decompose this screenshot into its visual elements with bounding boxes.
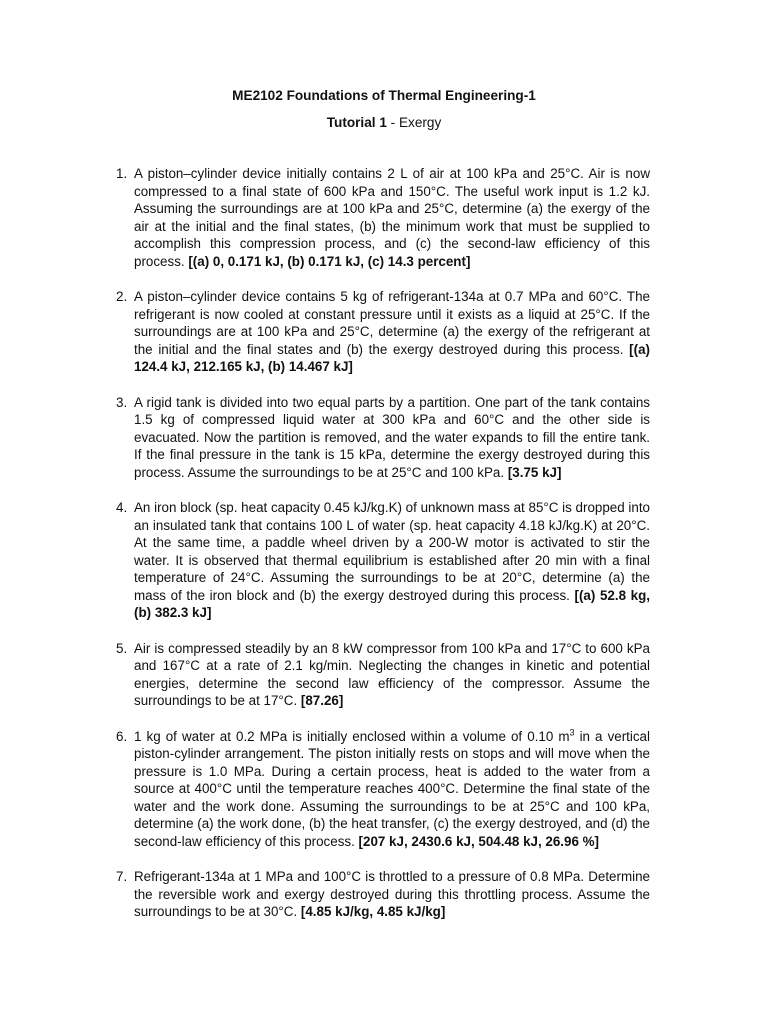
problem-text-before: 1 kg of water at 0.2 MPa is initially enclosed within a volume of 0.10 m bbox=[134, 728, 570, 744]
problem-item bbox=[116, 165, 650, 270]
problem-number: 1. bbox=[116, 166, 128, 181]
problem-answer: [3.75 kJ] bbox=[507, 464, 562, 480]
problem-number: 2. bbox=[116, 289, 128, 304]
problem-answer: [(a) 124.4 kJ, 212.165 kJ, (b) 14.467 kJ] bbox=[134, 341, 650, 374]
problem-answer: [(a) 52.8 kg, (b) 382.3 kJ] bbox=[134, 587, 650, 620]
problem-text: Refrigerant-134a at 1 MPa and 100°C is throttled to a pressure of 0.8 MPa. Determine the reversible work and exergy destroyed during this throttling process. Assume the surroundings to be at 30°C. bbox=[134, 869, 650, 919]
problem-number: 4. bbox=[116, 500, 128, 515]
document-subtitle bbox=[0, 114, 768, 132]
problem-number: 5. bbox=[116, 640, 128, 656]
subtitle-main: Tutorial 1 bbox=[326, 115, 387, 130]
problem-answer: [(a) 0, 0.171 kJ, (b) 0.171 kJ, (c) 14.3 percent] bbox=[188, 253, 471, 269]
problem-item bbox=[116, 868, 650, 921]
document-title: ME2102 Foundations of Thermal Engineering-1 bbox=[232, 88, 536, 103]
problem-list bbox=[0, 165, 768, 939]
problem-answer: [4.85 kJ/kg, 4.85 kJ/kg] bbox=[300, 904, 446, 919]
problem-text: An iron block (sp. heat capacity 0.45 kJ/kg.K) of unknown mass at 85°C is dropped into an insulated tank that contains 100 L of water (sp. heat capacity 4.18 kJ/kg.K) at 20°C. At the same time, a paddle wheel driven by a 200-W motor is activated to stir the water. It is observed that thermal equilibrium is established after 20 min with a final temperature of 24°C. Assuming the surroundings to be at 20°C, determine (a) the mass of the iron block and (b) the exergy destroyed during this process. bbox=[134, 500, 650, 603]
problem-item bbox=[116, 727, 650, 851]
problem-item bbox=[116, 640, 650, 710]
problem-text: Air is compressed steadily by an 8 kW compressor from 100 kPa and 17°C to 600 kPa and 167°C at a rate of 2.1 kg/min. Neglecting the changes in kinetic and potential energies, determine the second law efficiency of the compressor. Assume the surroundings to be at 17°C. bbox=[134, 640, 650, 708]
problem-text: A rigid tank is divided into two equal parts by a partition. One part of the tank contains 1.5 kg of compressed liquid water at 300 kPa and 60°C and the other side is evacuated. Now the partition is removed, and the water expands to fill the entire tank. If the final pressure in the tank is 15 kPa, determine the exergy destroyed during this process. Assume the surroundings to be at 25°C and 100 kPa. bbox=[134, 394, 650, 480]
problem-number: 6. bbox=[116, 728, 128, 744]
problem-text: A piston–cylinder device initially contains 2 L of air at 100 kPa and 25°C. Air is now compressed to a final state of 600 kPa and 150°C. The useful work input is 1.2 kJ. Assuming the surroundings are at 100 kPa and 25°C, determine (a) the exergy of the air at the initial and the final states, (b) the minimum work that must be supplied to accomplish this compression process, and (c) the second-law efficiency of this process. bbox=[134, 166, 650, 269]
problem-item bbox=[116, 394, 650, 482]
problem-item bbox=[116, 288, 650, 376]
problem-text: in a vertical piston-cylinder arrangement. The piston initially rests on stops and will move when the pressure is 1.0 MPa. During a certain process, heat is added to the water from a source at 400°C until the temperature reaches 400°C. Determine the final state of the water and the work done. Assuming the surroundings to be at 25°C and 100 kPa, determine (a) the work done, (b) the heat transfer, (c) the exergy destroyed, and (d) the second-law efficiency of this process. bbox=[134, 728, 650, 849]
problem-number: 3. bbox=[116, 394, 128, 410]
problem-item bbox=[116, 499, 650, 622]
problem-answer: [87.26] bbox=[300, 693, 344, 708]
superscript: 3 bbox=[569, 727, 575, 738]
problem-text: A piston–cylinder device contains 5 kg of refrigerant-134a at 0.7 MPa and 60°C. The refrigerant is now cooled at constant pressure until it exists as a liquid at 25°C. If the surroundings are at 100 kPa and 25°C, determine (a) the exergy of the refrigerant at the initial and the final states and (b) the exergy destroyed during this process. bbox=[134, 289, 650, 357]
problem-answer: [207 kJ, 2430.6 kJ, 504.48 kJ, 26.96 %] bbox=[358, 833, 600, 849]
problem-number: 7. bbox=[116, 869, 128, 884]
subtitle-rest: - Exergy bbox=[386, 115, 442, 130]
